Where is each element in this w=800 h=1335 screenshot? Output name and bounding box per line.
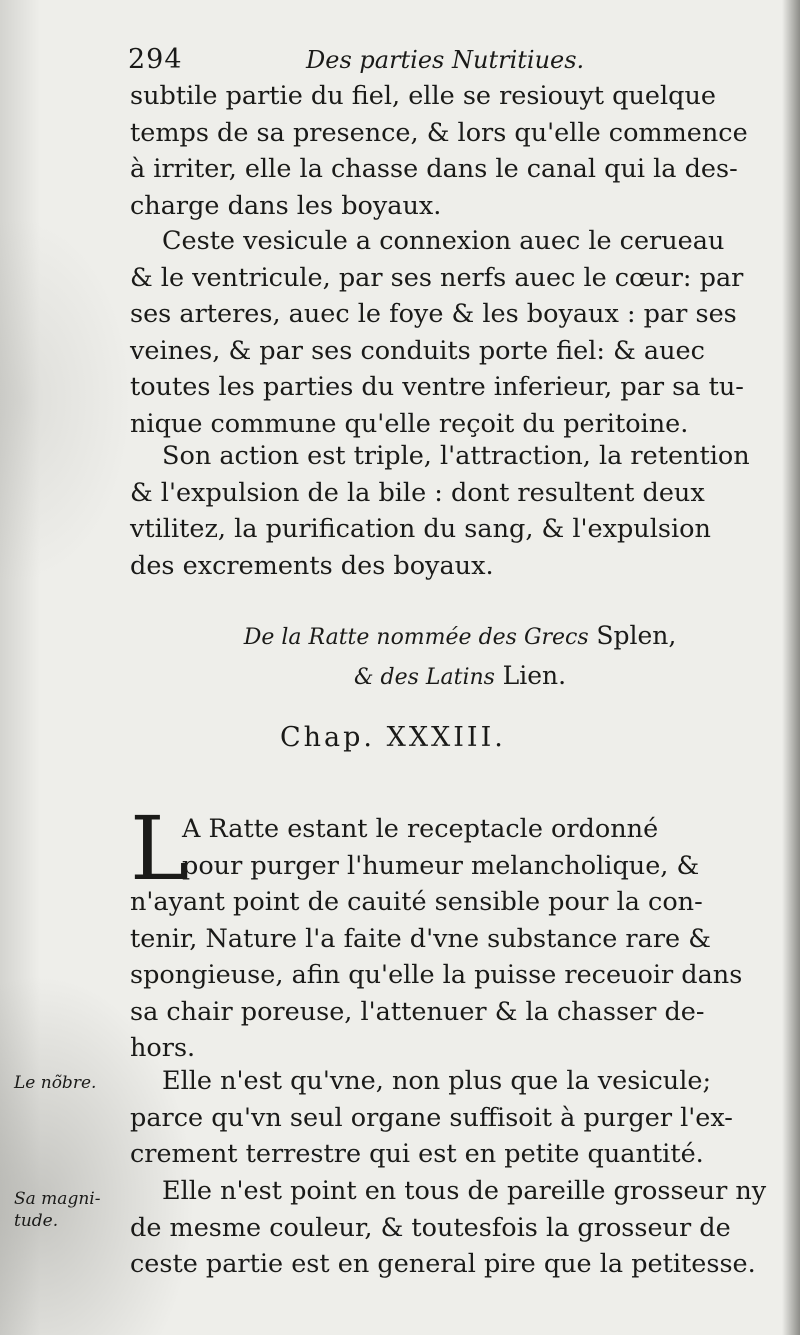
text-line: spongieuse, afin qu'elle la puisse receuoir dans	[130, 960, 743, 990]
paragraph-connexion	[130, 223, 760, 442]
text-line: Son action est triple, l'attraction, la retention	[162, 441, 750, 471]
subtitle-italic: & des Latins	[353, 665, 495, 690]
drop-cap: L	[130, 797, 189, 900]
text-line: A Ratte estant le receptacle ordonné	[182, 814, 659, 844]
text-line: des excrements des boyaux.	[130, 550, 494, 581]
text-line: charge dans les boyaux.	[130, 190, 442, 221]
text-line: toutes les parties du ventre inferieur, par sa tu-	[130, 372, 744, 402]
text-line: & l'expulsion de la bile : dont resultent deux	[130, 477, 705, 508]
text-line: parce qu'vn seul organe suffisoit à purger l'ex-	[130, 1102, 733, 1133]
margin-note-magnitude	[14, 1188, 124, 1232]
text-line: n'ayant point de cauité sensible pour la con-	[130, 887, 703, 917]
margin-note-line: tude.	[14, 1211, 59, 1231]
subtitle-line-1	[140, 617, 780, 657]
text-line: nique commune qu'elle reçoit du peritoine.	[130, 408, 689, 439]
text-line: sa chair poreuse, l'attenuer & la chasser de-	[130, 996, 705, 1027]
chapter-heading: Chap. XXXIII.	[280, 722, 506, 753]
text-line: subtile partie du fiel, elle se resiouyt quelque	[130, 81, 716, 111]
text-line: Elle n'est qu'vne, non plus que la vesicule;	[162, 1066, 712, 1096]
paragraph-nombre	[130, 1063, 760, 1173]
text-line: veines, & par ses conduits porte fiel: & auec	[130, 335, 705, 366]
text-line: ses arteres, auec le foye & les boyaux : par ses	[130, 299, 737, 329]
paragraph-ratte	[130, 811, 760, 1067]
text-line: Ceste vesicule a connexion auec le cerueau	[162, 226, 725, 256]
subtitle-italic: De la Ratte nommée des Grecs	[243, 625, 589, 650]
subtitle-roman: Lien.	[502, 661, 567, 690]
text-line: à irriter, elle la chasse dans le canal qui la des-	[130, 154, 738, 184]
text-line: pour purger l'humeur melancholique, &	[182, 850, 700, 881]
text-line: de mesme couleur, & toutesfois la grosseur de	[130, 1212, 731, 1243]
text-line: hors.	[130, 1033, 196, 1063]
margin-note-nombre: Le nõbre.	[14, 1073, 97, 1093]
subtitle-line-2	[140, 657, 780, 697]
paragraph-action	[130, 438, 760, 584]
text-line: crement terrestre qui est en petite quantité.	[130, 1139, 704, 1169]
page-number: 294	[128, 44, 183, 75]
subtitle-roman: Splen,	[596, 621, 677, 650]
text-line: temps de sa presence, & lors qu'elle commence	[130, 117, 748, 148]
paragraph-fiel-end	[130, 78, 760, 224]
running-title: Des parties Nutritiues.	[306, 46, 585, 74]
section-subtitle	[140, 617, 780, 697]
margin-note-line: Sa magni-	[14, 1189, 101, 1209]
text-line: Elle n'est point en tous de pareille grosseur ny	[162, 1176, 767, 1206]
text-line: tenir, Nature l'a faite d'vne substance rare &	[130, 923, 711, 954]
text-line: vtilitez, la purification du sang, & l'expulsion	[130, 514, 711, 544]
text-line: ceste partie est en general pire que la petitesse.	[130, 1249, 756, 1279]
paragraph-magnitude	[130, 1173, 767, 1283]
text-line: & le ventricule, par ses nerfs auec le cœur: par	[130, 262, 744, 293]
